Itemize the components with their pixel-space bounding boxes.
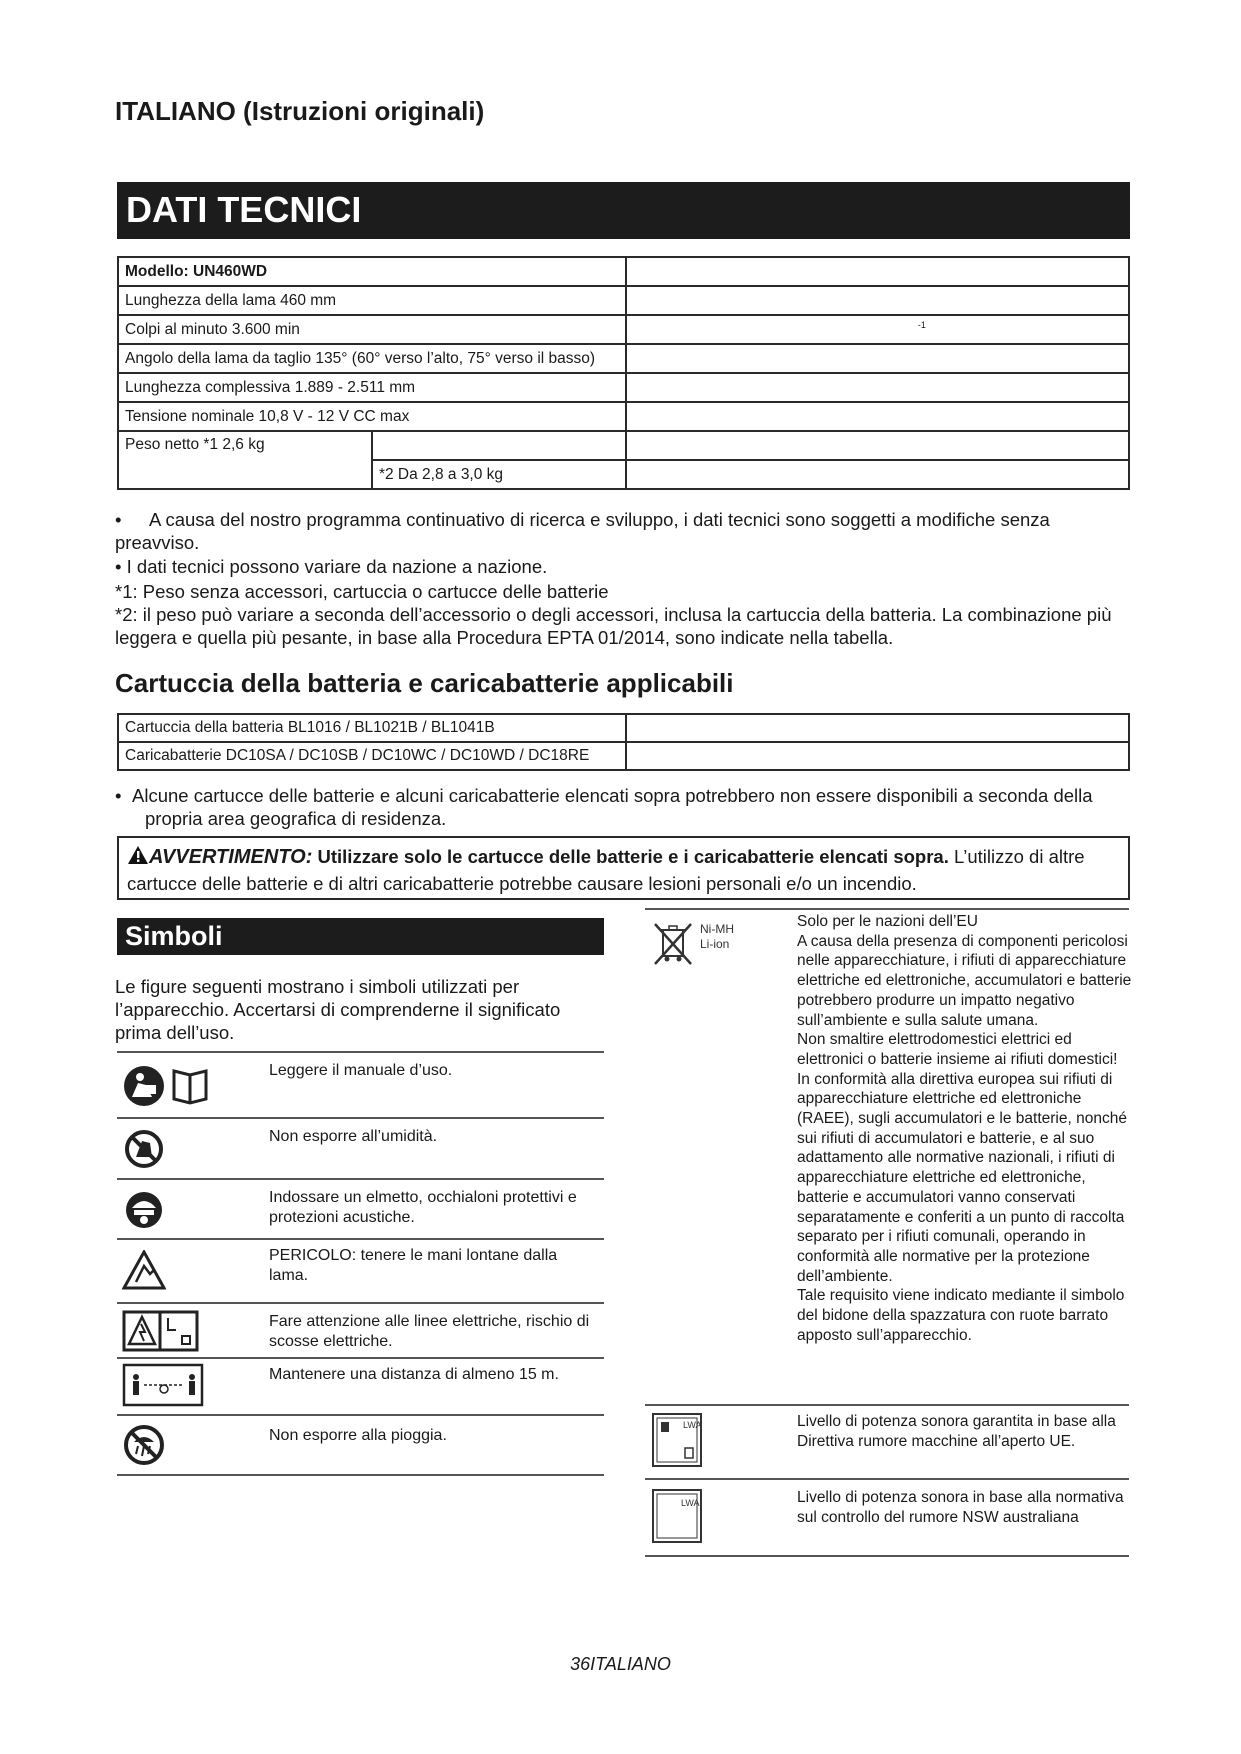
symbol-text: Non esporre all’umidità. xyxy=(269,1128,438,1145)
warning-title: AVVERTIMENTO: xyxy=(149,846,313,868)
battery-heading: Cartuccia della batteria e caricabatterie applicabili xyxy=(115,668,734,698)
language-title: ITALIANO (Istruzioni originali) xyxy=(115,96,485,126)
symbol-row xyxy=(117,1178,604,1240)
warning-text: L’utilizzo di altre cartucce delle batterie e di altri caricabatterie potrebbe causare lesioni personali e/o un incendio. xyxy=(127,846,1085,894)
note-1: • A causa del nostro programma continuativo di ricerca e sviluppo, i dati tecnici sono soggetti a modifiche senza preavviso. xyxy=(115,509,1050,553)
lwa-nsw-text: Livello di potenza sonora in base alla normativa sul controllo del rumore NSW australiana xyxy=(797,1489,1124,1526)
read-manual-icon xyxy=(122,1063,222,1114)
symbols-intro: Le figure seguenti mostrano i simboli utilizzati per l’apparecchio. Accertarsi di comprenderne il significato prima dell’uso. xyxy=(115,976,561,1043)
table-row xyxy=(118,373,1129,402)
voltage-cell: Tensione nominale 10,8 V - 12 V CC max xyxy=(118,402,626,431)
weight1-cell: Peso netto *1 2,6 kg xyxy=(118,431,372,489)
specs-table xyxy=(117,256,1130,490)
symbol-row xyxy=(117,1051,604,1119)
strokes-cell: Colpi al minuto 3.600 min xyxy=(118,315,626,344)
model-cell: Modello: UN460WD xyxy=(118,257,626,286)
symbol-text: PERICOLO: tenere le mani lontane dalla lama. xyxy=(269,1247,558,1284)
angle-cell xyxy=(118,344,626,373)
weee-text: Solo per le nazioni dell’EU A causa della presenza di componenti pericolosi nelle apparecchiature, i rifiuti di apparecchiature elettriche ed elettroniche, accumulatori e batterie potrebbero produrre un impatto negativo sull’ambiente e sulla salute umana. Non smaltire elettrodomestici elettrici ed elettronici o batterie insieme ai rifiuti domestici! In conformità alla direttiva europea sui rifiuti di apparecchiature elettriche ed elettroniche (RAEE), sugli accumulatori e le batterie, nonché sui rifiuti di accumulatori e batterie, e al suo adattamento alle normative nazionali, i rifiuti di apparecchiature elettriche ed elettroniche, batterie e accumulatori vanno conservati separatamente e conferiti a un punto di raccolta separato per i rifiuti comunali, operando in conformità alle normative per la protezione dell’ambiente. Tale requisito viene indicato mediante il simbolo del bidone della spazzatura con ruote barrato apposto sull’apparecchio. xyxy=(797,913,1132,1344)
battery-note: • Alcune cartucce delle batterie e alcuni caricabatterie elencati sopra potrebbero non essere disponibili a seconda della propria area geografica di residenza. xyxy=(115,785,1093,829)
symbol-row xyxy=(117,1357,604,1416)
symbol-row xyxy=(117,1117,604,1180)
table-row xyxy=(118,286,1129,315)
no-humidity-icon xyxy=(122,1129,166,1174)
symbols-title: Simboli xyxy=(117,918,604,955)
electric-lines-icon xyxy=(122,1310,200,1357)
page-number: 36ITALIANO xyxy=(570,1654,671,1674)
strokes-unit-exponent: -1 xyxy=(917,319,926,330)
battery-table xyxy=(117,713,1130,771)
weight2-cell: *2 Da 2,8 a 3,0 kg xyxy=(372,460,626,489)
crossed-bin-icon xyxy=(651,920,695,971)
overall-length-cell: Lunghezza complessiva 1.889 - 2.511 mm xyxy=(118,373,626,402)
lwa-eu-text: Livello di potenza sonora garantita in base alla Direttiva rumore macchine all’aperto UE. xyxy=(797,1413,1116,1450)
symbol-row xyxy=(117,1414,604,1476)
blade-danger-icon xyxy=(122,1250,166,1295)
symbol-row xyxy=(117,1238,604,1304)
symbol-text: Leggere il manuale d’uso. xyxy=(269,1062,453,1079)
table-row xyxy=(118,344,1129,373)
table-row xyxy=(118,742,1129,770)
lwa-nsw-row xyxy=(645,1478,1129,1557)
symbols-table xyxy=(117,1051,604,1491)
symbol-row xyxy=(117,1302,604,1359)
lwa-eu-label: LWA xyxy=(683,1420,702,1430)
blade-length-cell: Lunghezza della lama 460 mm xyxy=(118,286,626,315)
weee-battery-labels: Ni-MH Li-ion xyxy=(700,922,734,951)
symbol-text: Mantenere una distanza di almeno 15 m. xyxy=(269,1366,559,1383)
warning-box xyxy=(117,836,1130,900)
angle-text: Angolo della lama da taglio 135° (60° verso l’alto, 75° verso il basso) xyxy=(125,349,596,367)
specs-section-title: DATI TECNICI xyxy=(117,182,1130,239)
lwa-eu-row xyxy=(645,1404,1129,1480)
symbol-text: Fare attenzione alle linee elettriche, rischio di scosse elettriche. xyxy=(269,1313,590,1350)
distance-icon xyxy=(122,1363,204,1412)
symbol-text: Indossare un elmetto, occhialoni protettivi e protezioni acustiche. xyxy=(269,1189,577,1226)
symbol-text: Non esporre alla pioggia. xyxy=(269,1427,447,1444)
warning-icon xyxy=(127,845,149,871)
table-row xyxy=(118,257,1129,286)
weee-row xyxy=(645,910,1132,1406)
table-row xyxy=(118,315,1129,344)
no-rain-icon xyxy=(122,1424,166,1471)
note-3: *1: Peso senza accessori, cartuccia o cartucce delle batterie xyxy=(115,581,609,602)
table-row xyxy=(118,402,1129,431)
cartridge-cell: Cartuccia della batteria BL1016 / BL1021B / BL1041B xyxy=(118,714,626,742)
note-2: • I dati tecnici possono variare da nazione a nazione. xyxy=(115,556,548,577)
warning-bold-text: Utilizzare solo le cartucce delle batterie e i caricabatterie elencati sopra. xyxy=(317,846,949,867)
ppe-helmet-icon xyxy=(122,1190,166,1235)
table-row xyxy=(118,714,1129,742)
charger-cell: Caricabatterie DC10SA / DC10SB / DC10WC / DC10WD / DC18RE xyxy=(118,742,626,770)
table-row xyxy=(118,431,1129,460)
note-4: *2: il peso può variare a seconda dell’accessorio o degli accessori, inclusa la cartuccia della batteria. La combinazione più leggera e quella più pesante, in base alla Procedura EPTA 01/2014, sono indicate nella tabella. xyxy=(115,604,1112,648)
lwa-nsw-label: LWA xyxy=(681,1498,700,1508)
